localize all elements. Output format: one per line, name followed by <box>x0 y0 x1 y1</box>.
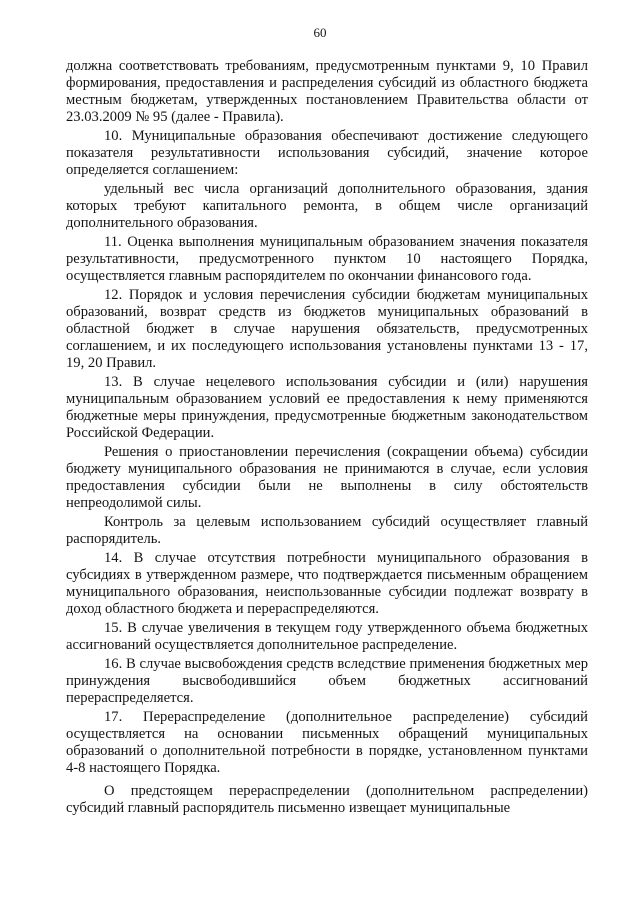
paragraph-clause-14: 14. В случае отсутствия потребности муниципального образования в субсидиях в утвержденном размере, что подтверждается письменным обращением муниципального образования, неиспользованные субсидии подлежат возврату в доход областного бюджета и перераспределяются. <box>66 550 588 617</box>
paragraph-indicator: удельный вес числа организаций дополнительного образования, здания которых требуют капитального ремонта, в общем числе организаций дополнительного образования. <box>66 181 588 231</box>
paragraph-clause-10: 10. Муниципальные образования обеспечивают достижение следующего показателя результативности использования субсидий, значение которое определяется соглашением: <box>66 128 588 178</box>
page-number: 60 <box>313 25 327 40</box>
paragraph-clause-16: 16. В случае высвобождения средств вследствие применения бюджетных мер принуждения высвободившийся объем бюджетных ассигнований перераспределяется. <box>66 656 588 706</box>
document-body <box>66 58 588 817</box>
paragraph-clause-15: 15. В случае увеличения в текущем году утвержденного объема бюджетных ассигнований осуществляется дополнительное распределение. <box>66 620 588 653</box>
paragraph-clause-12: 12. Порядок и условия перечисления субсидии бюджетам муниципальных образований, возврат средств из бюджетов муниципальных образований в областной бюджет в случае нарушения обязательств, предусмотренных соглашением, и их последующего использования установлены пунктами 13 - 17, 19, 20 Правил. <box>66 287 588 371</box>
paragraph-suspension-decisions: Решения о приостановлении перечисления (сокращении объема) субсидии бюджету муниципального образования не принимаются в случае, если условия предоставления субсидии были не выполнены в силу обстоятельств непреодолимой силы. <box>66 444 588 511</box>
paragraph-clause-17: 17. Перераспределение (дополнительное распределение) субсидий осуществляется на основании письменных обращений муниципальных образований о дополнительной потребности в порядке, установленном пунктами 4-8 настоящего Порядка. <box>66 709 588 776</box>
paragraph-clause-11: 11. Оценка выполнения муниципальным образованием значения показателя результативности, предусмотренного пунктом 10 настоящего Порядка, осуществляется главным распорядителем по окончании финансового года. <box>66 234 588 284</box>
paragraph-control: Контроль за целевым использованием субсидий осуществляет главный распорядитель. <box>66 514 588 547</box>
paragraph-clause-13: 13. В случае нецелевого использования субсидии и (или) нарушения муниципальным образованием условий ее предоставления к нему применяются бюджетные меры принуждения, предусмотренные бюджетным законодательством Российской Федерации. <box>66 374 588 441</box>
paragraph-continuation: должна соответствовать требованиям, предусмотренным пунктами 9, 10 Правил формирования, предоставления и распределения субсидий из областного бюджета местным бюджетам, утвержденных постановлением Правительства области от 23.03.2009 № 95 (далее - Правила). <box>66 58 588 125</box>
paragraph-redistribution-notice: О предстоящем перераспределении (дополнительном распределении) субсидий главный распорядитель письменно извещает муниципальные <box>66 783 588 816</box>
